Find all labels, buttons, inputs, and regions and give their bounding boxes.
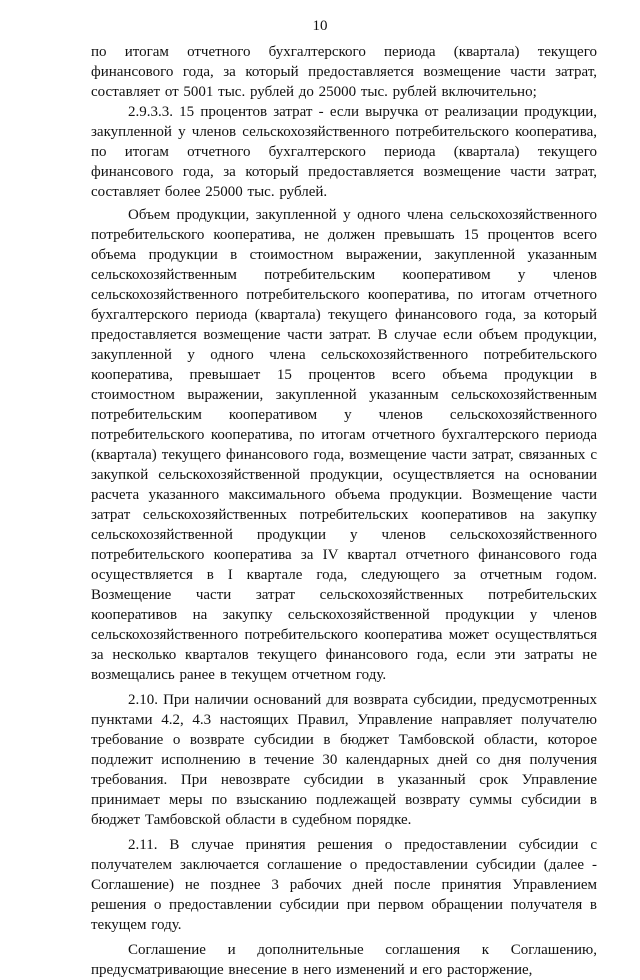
paragraph-2-9-3-3: 2.9.3.3. 15 процентов затрат - если выручка от реализации продукции, закупленной у членов сельскохозяйственного потребительского кооператива, по итогам отчетного бухгалтерского периода (квартала) текущего финансового года, за который предоставляется возмещение части затрат, составляет более 25000 тыс. рублей. bbox=[91, 104, 597, 200]
paragraph-continuation: по итогам отчетного бухгалтерского периода (квартала) текущего финансового года, за который предоставляется возмещение части затрат, составляет от 5001 тыс. рублей до 25000 тыс. рублей включительно; bbox=[91, 44, 597, 100]
paragraph-agreement: Соглашение и дополнительные соглашения к Соглашению, предусматривающие внесение в него изменений и его расторжение, bbox=[91, 942, 597, 978]
page-number: 10 bbox=[312, 18, 328, 34]
paragraph-volume-limit: Объем продукции, закупленной у одного члена сельскохозяйственного потребительского кооператива, не должен превышать 15 процентов всего объема продукции в стоимостном выражении, закупленной указанным сельскохозяйственным потребительским кооперативом у членов сельскохозяйственного потребительского кооператива, по итогам отчетного бухгалтерского периода (квартала) текущего финансового года, за который предоставляется возмещение части затрат. В случае если объем продукции, закупленной у одного члена сельскохозяйственного потребительского кооператива, превышает 15 процентов всего объема продукции в стоимостном выражении, закупленной указанным сельскохозяйственным потребительским кооперативом у членов сельскохозяйственного потребительского кооператива, по итогам отчетного бухгалтерского периода (квартала) текущего финансового года, возмещение части затрат, связанных с закупкой сельскохозяйственной продукции, осуществляется на основании расчета указанного максимального объема продукции. Возмещение части затрат сельскохозяйственных потребительских кооперативов на закупку сельскохозяйственной продукции у членов сельскохозяйственного потребительского кооператива за IV квартал отчетного финансового года осуществляется в I квартале года, следующего за отчетным годом. Возмещение части затрат сельскохозяйственных потребительских кооперативов на закупку сельскохозяйственной продукции у членов сельскохозяйственного потребительского кооператива может осуществляться за несколько кварталов текущего финансового года, если эти затраты не возмещались ранее в текущем отчетном году. bbox=[91, 207, 597, 683]
paragraph-2-10: 2.10. При наличии оснований для возврата субсидии, предусмотренных пунктами 4.2, 4.3 настоящих Правил, Управление направляет получателю требование о возврате субсидии в бюджет Тамбовской области, которое подлежит исполнению в течение 30 календарных дней со дня получения требования. При невозврате субсидии в указанный срок Управление принимает меры по взысканию подлежащей возврату суммы субсидии в бюджет Тамбовской области в судебном порядке. bbox=[91, 692, 597, 828]
document-body bbox=[91, 42, 597, 980]
paragraph-2-11: 2.11. В случае принятия решения о предоставлении субсидии с получателем заключается соглашение о предоставлении субсидии (далее - Соглашение) не позднее 3 рабочих дней после принятия Управлением решения о предоставлении субсидии при первом обращении получателя в текущем году. bbox=[91, 837, 597, 933]
